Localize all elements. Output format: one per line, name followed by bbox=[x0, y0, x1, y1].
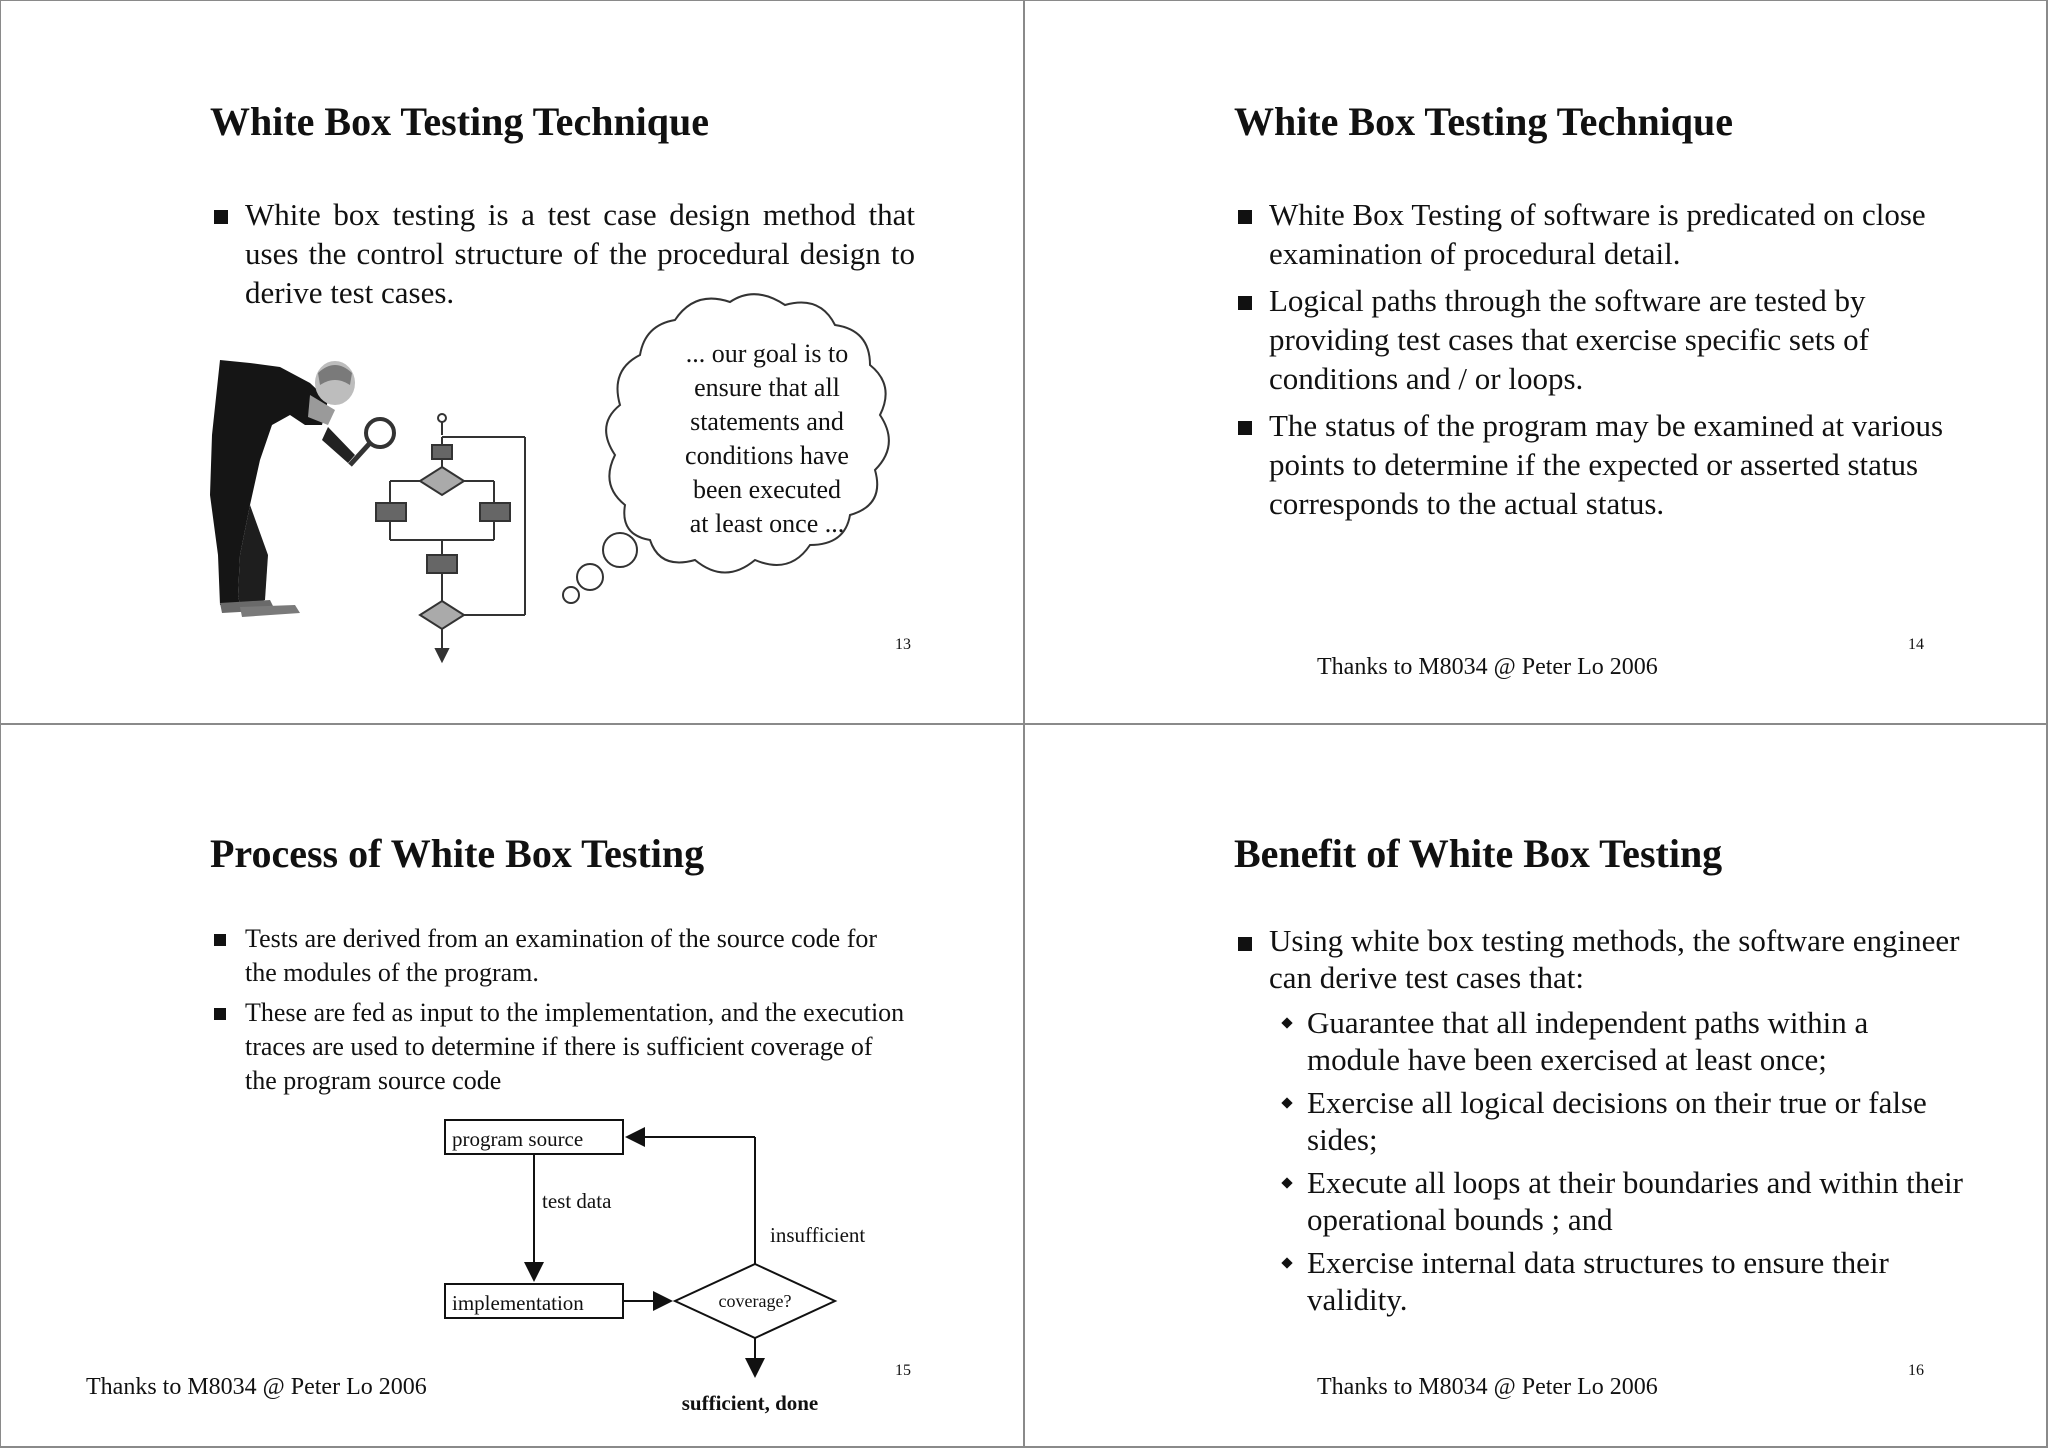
bullet-item bbox=[1234, 281, 1954, 398]
man-with-magnifier-icon bbox=[210, 360, 394, 617]
process-flowchart bbox=[430, 1114, 900, 1424]
inspector-illustration bbox=[210, 355, 540, 665]
bubble-line: ensure that all bbox=[694, 373, 840, 402]
slide-16 bbox=[1024, 724, 2048, 1448]
credit-text: Thanks to M8034 @ Peter Lo 2006 bbox=[1317, 1374, 1658, 1400]
page-number: 15 bbox=[895, 1362, 911, 1379]
bullet-text: Tests are derived from an examination of the source code for the modules of the program. bbox=[245, 924, 878, 987]
sub-bullet-item bbox=[1269, 1084, 1964, 1158]
page-number: 13 bbox=[895, 636, 911, 653]
flowchart-node-program-source: program source bbox=[452, 1127, 584, 1151]
sub-bullet-item bbox=[1269, 1164, 1964, 1238]
page-number: 14 bbox=[1908, 636, 1924, 653]
flowchart-node-implementation: implementation bbox=[452, 1291, 584, 1315]
square-bullet-icon bbox=[1238, 421, 1252, 435]
square-bullet-icon bbox=[214, 934, 226, 946]
bullet-item bbox=[210, 996, 910, 1098]
bubble-line: at least once ... bbox=[689, 509, 845, 538]
square-bullet-icon bbox=[1238, 937, 1252, 951]
bullet-item bbox=[210, 922, 910, 990]
bullet-list bbox=[1234, 922, 1964, 1324]
square-bullet-icon bbox=[214, 1008, 226, 1020]
slide-14 bbox=[1024, 0, 2048, 724]
slide-15 bbox=[0, 724, 1024, 1448]
slide-title: White Box Testing Technique bbox=[1234, 99, 1734, 144]
thought-bubble bbox=[545, 290, 935, 620]
bullet-item bbox=[1234, 406, 1954, 523]
bubble-line: conditions have bbox=[685, 441, 849, 470]
bubble-line: been executed bbox=[693, 475, 841, 504]
bullet-text: The status of the program may be examined at various points to determine if the expected or asserted status corresponds to the actual status. bbox=[1269, 408, 1944, 521]
flowchart-label-insufficient: insufficient bbox=[770, 1223, 866, 1247]
flowchart-label-test-data: test data bbox=[542, 1189, 612, 1213]
sub-bullet-item bbox=[1269, 1004, 1964, 1078]
diamond-bullet-icon bbox=[1281, 1177, 1292, 1188]
slide-title: Process of White Box Testing bbox=[210, 831, 705, 876]
bullet-text: White box testing is a test case design method that uses the control structure of the procedural design to derive test cases. bbox=[245, 197, 915, 310]
slide-title: Benefit of White Box Testing bbox=[1234, 831, 1723, 876]
flowchart-label-sufficient: sufficient, done bbox=[681, 1391, 819, 1415]
bullet-list bbox=[210, 922, 910, 1104]
sub-bullet-text: Exercise all logical decisions on their true or false sides; bbox=[1307, 1085, 1927, 1157]
bullet-text: These are fed as input to the implementation, and the execution traces are used to determine if there is sufficient coverage of the program source code bbox=[245, 998, 905, 1095]
diamond-bullet-icon bbox=[1281, 1017, 1292, 1028]
bullet-item bbox=[1234, 922, 1964, 996]
sub-bullet-text: Execute all loops at their boundaries and within their operational bounds ; and bbox=[1307, 1165, 1963, 1237]
flowchart-node-coverage: coverage? bbox=[718, 1291, 792, 1311]
sub-bullet-item bbox=[1269, 1244, 1964, 1318]
diamond-bullet-icon bbox=[1281, 1257, 1292, 1268]
bubble-line: ... our goal is to bbox=[685, 339, 849, 368]
sub-bullet-text: Guarantee that all independent paths within a module have been exercised at least once; bbox=[1307, 1005, 1869, 1077]
square-bullet-icon bbox=[1238, 296, 1252, 310]
bullet-text: Using white box testing methods, the software engineer can derive test cases that: bbox=[1269, 923, 1960, 995]
square-bullet-icon bbox=[1238, 210, 1252, 224]
slide-13 bbox=[0, 0, 1024, 724]
bullet-item bbox=[1234, 195, 1954, 273]
sub-bullet-text: Exercise internal data structures to ensure their validity. bbox=[1307, 1245, 1889, 1317]
square-bullet-icon bbox=[214, 210, 228, 224]
page-number: 16 bbox=[1908, 1362, 1924, 1379]
bubble-line: statements and bbox=[690, 407, 844, 436]
bullet-text: White Box Testing of software is predicated on close examination of procedural detail. bbox=[1269, 197, 1926, 271]
slide-title: White Box Testing Technique bbox=[210, 99, 710, 144]
credit-text: Thanks to M8034 @ Peter Lo 2006 bbox=[1317, 654, 1658, 680]
flowchart-diagram bbox=[376, 414, 525, 661]
bullet-list bbox=[1234, 195, 1954, 531]
diamond-bullet-icon bbox=[1281, 1097, 1292, 1108]
credit-text: Thanks to M8034 @ Peter Lo 2006 bbox=[86, 1374, 427, 1400]
bullet-text: Logical paths through the software are tested by providing test cases that exercise specific sets of conditions and / or loops. bbox=[1269, 283, 1869, 396]
